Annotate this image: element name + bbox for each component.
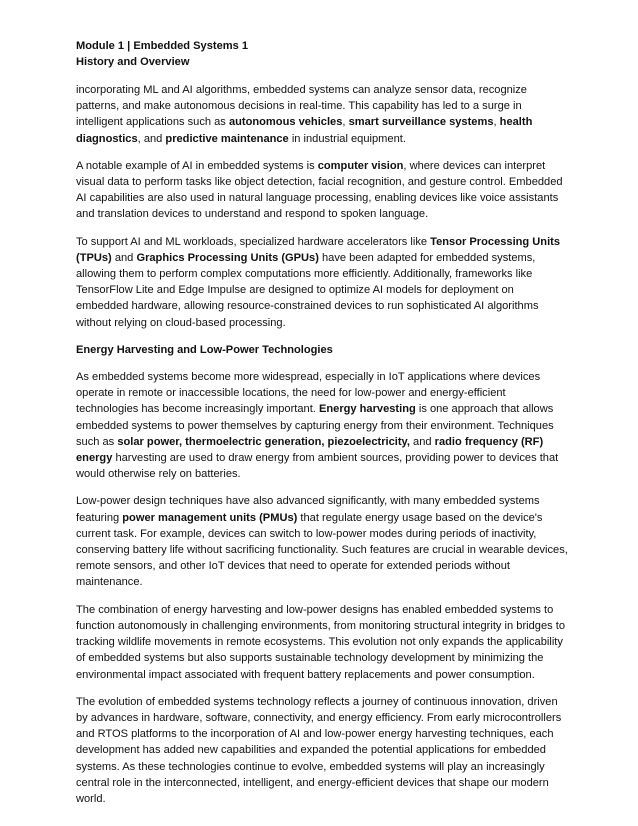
bold-term: solar power, thermoelectric generation, piezoelectricity, [117, 435, 410, 448]
paragraph-hardware-accelerators [76, 234, 568, 331]
text-run: A notable example of AI in embedded systems is [76, 159, 318, 172]
paragraph-low-power-design [76, 493, 568, 590]
text-run: Low-power design techniques have also advanced significantly, with many embedded systems featuring [76, 495, 540, 524]
bold-term: health diagnostics [76, 116, 533, 145]
bold-term: Energy harvesting [318, 403, 416, 416]
text-run: , and [137, 132, 166, 145]
paragraph-energy-harvesting [76, 369, 568, 482]
bold-term: smart surveillance systems [348, 116, 494, 129]
bold-term: predictive maintenance [165, 132, 289, 145]
paragraph-computer-vision [76, 158, 568, 223]
text-run: is one approach that allows embedded systems to power themselves by capturing energy from their environment. Techniques such as [76, 403, 554, 448]
document-title: Module 1 | Embedded Systems 1 [76, 40, 249, 52]
text-run: , [493, 116, 500, 129]
section-heading: Energy Harvesting and Low-Power Technologies [76, 343, 333, 356]
bold-term: Tensor Processing Units (TPUs) [76, 235, 561, 264]
text-run: and [409, 435, 435, 448]
paragraph-conclusion: The evolution of embedded systems technology reflects a journey of continuous innovation, driven by advances in hardware, software, connectivity, and energy efficiency. From early microcontrollers and RTOS platforms to the incorporation of AI and low-power energy harvesting techniques, each development has added new capabilities and expanded the potential applications for embedded systems. As these technologies continue to evolve, embedded systems will play an increasingly central role in the interconnected, intelligent, and energy-efficient devices that shape our modern world. [76, 695, 562, 805]
text-run: To support AI and ML workloads, specialized hardware accelerators like [76, 235, 431, 248]
bold-term: Graphics Processing Units (GPUs) [136, 251, 319, 264]
text-run: , where devices can interpret visual data to perform tasks like object detection, facial recognition, and gesture control. Embedded AI capabilities are also used in natural language processing, enabling devices like voice assistants and translation devices to understand and respond to spoken language. [76, 159, 563, 221]
text-run: that regulate energy usage based on the device's current task. For example, devices can switch to low-power modes during periods of inactivity, conserving battery life without sacrificing functionality. Such features are crucial in wearable devices, remote sensors, and other IoT devices that need to operate for extended periods without maintenance. [76, 511, 568, 589]
text-run: in industrial equipment. [288, 132, 406, 145]
paragraph-ai-applications [76, 82, 568, 147]
text-run: harvesting are used to draw energy from ambient sources, providing power to devices that would otherwise rely on batteries. [76, 452, 559, 481]
bold-term: power management units (PMUs) [122, 511, 298, 524]
text-run: , [342, 116, 349, 129]
bold-term: computer vision [317, 159, 404, 172]
text-run: As embedded systems become more widespread, especially in IoT applications where devices operate in remote or inaccessible locations, the need for low-power and energy-efficient technologies has become increasingly important. [76, 371, 541, 416]
text-run: and [111, 251, 137, 264]
text-run: incorporating ML and AI algorithms, embedded systems can analyze sensor data, recognize patterns, and make autonomous decisions in real-time. This capability has led to a surge in intelligent applications such as [76, 84, 527, 129]
bold-term: radio frequency (RF) energy [76, 435, 544, 465]
bold-term: autonomous vehicles [228, 116, 343, 129]
paragraph-autonomous-function: The combination of energy harvesting and low-power designs has enabled embedded systems to function autonomously in challenging environments, from monitoring structural integrity in bridges to tracking wildlife movements in remote ecosystems. This evolution not only expands the applicability of embedded systems but also supports sustainable technology development by minimizing the environmental impact associated with frequent battery replacements and power consumption. [76, 603, 565, 681]
text-run: have been adapted for embedded systems, allowing them to perform complex computations more efficiently. Additionally, frameworks like TensorFlow Lite and Edge Impulse are designed to optimize AI models for deployment on embedded hardware, allowing resource-constrained devices to run sophisticated AI algorithms without relying on cloud-based processing. [76, 251, 539, 329]
document-subtitle: History and Overview [76, 56, 190, 68]
